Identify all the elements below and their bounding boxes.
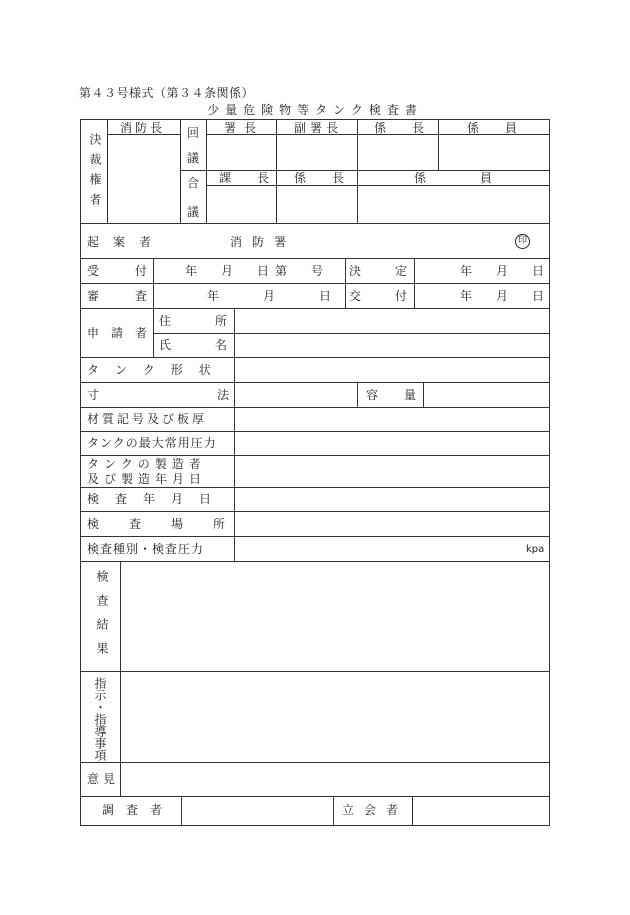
staff-label: 係員 xyxy=(467,121,544,135)
division-chief-label: 課長 xyxy=(219,171,296,185)
inspection-result-label: 検査結果 xyxy=(95,570,109,666)
seal-mark: 印 xyxy=(515,234,530,249)
investigator-label: 調査者 xyxy=(102,803,175,817)
section-chief-2-label: 係長 xyxy=(294,171,371,185)
received-label: 受付 xyxy=(87,264,184,278)
manufacturer-label-2: 及び製造年月日 xyxy=(87,472,207,486)
review-date: 年 月 日 xyxy=(207,289,348,303)
deputy-chief-label: 副署長 xyxy=(294,121,343,135)
document-title: 少量危険物等タンク検査書 xyxy=(207,103,423,117)
staff-2-label: 係員 xyxy=(414,171,547,185)
name-label: 氏名 xyxy=(159,338,272,352)
section-chief-label: 係長 xyxy=(374,121,451,135)
capacity-label: 容量 xyxy=(366,388,443,402)
circulation-label-2: 議 xyxy=(187,151,200,165)
station-chief-label: 署長 xyxy=(224,121,265,135)
address-label: 住所 xyxy=(159,314,272,328)
material-label: 材質記号及び板厚 xyxy=(87,412,208,426)
issue-date: 年 月 日 xyxy=(460,289,551,303)
decision-label: 決定 xyxy=(349,264,442,278)
manufacturer-label-1: タンクの製造者 xyxy=(87,457,206,471)
dimensions-label: 寸法 xyxy=(87,388,348,402)
decision-date: 年 月 日 xyxy=(460,264,551,278)
instructions-label: 指示・指導事項 xyxy=(93,677,107,761)
inspection-type-label: 検査種別・検査圧力 xyxy=(87,542,205,556)
tank-shape-label: タンク形状 xyxy=(87,363,227,377)
decision-authority-label: 決裁権者 xyxy=(88,133,102,213)
pressure-unit: kpa xyxy=(526,544,545,555)
drafter-label: 起案者 xyxy=(87,235,166,249)
form-number: 第４３号様式（第３４条関係） xyxy=(79,86,255,100)
applicant-label: 申請者 xyxy=(87,326,160,340)
consult-label-1: 合 xyxy=(187,176,200,190)
inspection-place-label: 検査場所 xyxy=(87,517,256,531)
consult-label-2: 議 xyxy=(187,205,200,219)
inspection-date-label: 検査年月日 xyxy=(87,492,228,506)
issue-label: 交付 xyxy=(349,289,442,303)
max-pressure-label: タンクの最大常用圧力 xyxy=(87,436,217,450)
circulation-label-1: 回 xyxy=(187,126,200,140)
fire-station-label: 消防署 xyxy=(230,235,297,249)
review-label: 審査 xyxy=(87,289,184,303)
received-date: 年 月 日第 号 xyxy=(185,264,330,278)
witness-label: 立会者 xyxy=(342,803,409,817)
opinion-label: 意見 xyxy=(87,772,120,786)
fire-chief-label: 消防長 xyxy=(120,121,166,135)
